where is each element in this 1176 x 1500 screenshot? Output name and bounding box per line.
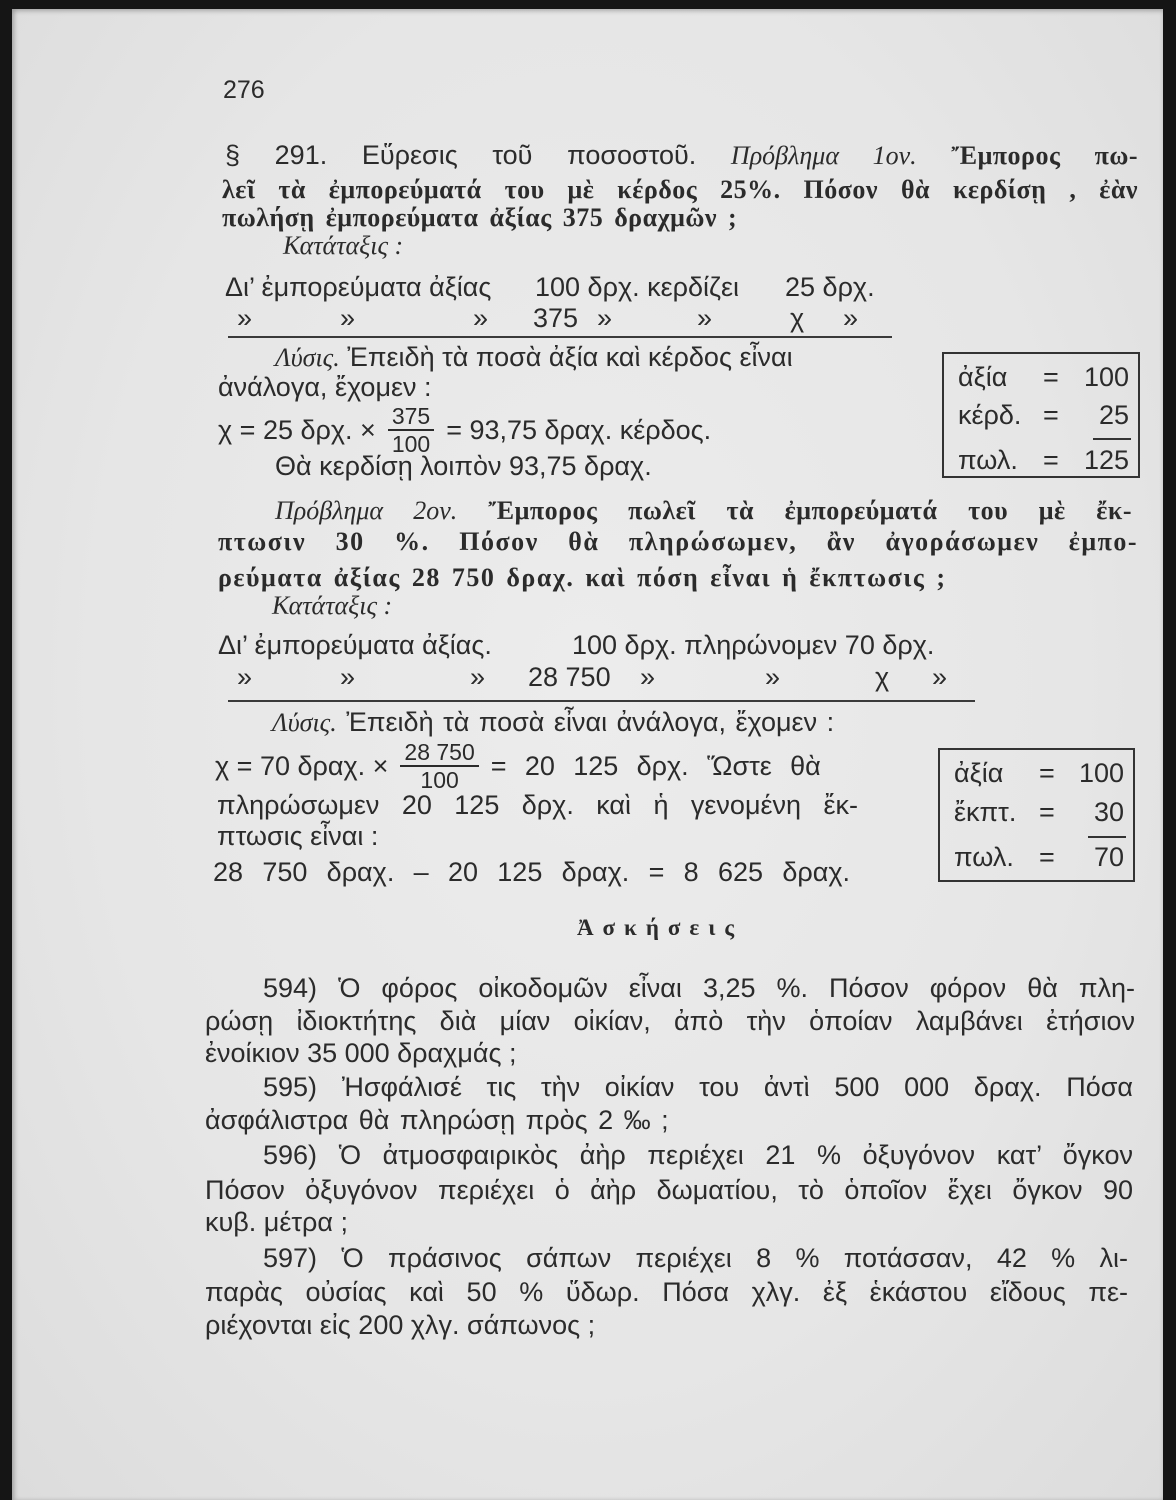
summary-label: πωλ.: [958, 445, 1018, 475]
exercise-number: 597): [263, 1243, 318, 1273]
arrangement-cell: Δι’ ἐμπορεύματα ἀξίας: [225, 272, 492, 302]
arrangement-label: Κατάταξις :: [283, 231, 404, 260]
fraction-denominator: 100: [391, 431, 431, 457]
summary-box: [938, 748, 1135, 882]
fraction: [388, 403, 434, 457]
summary-value: 125: [1083, 445, 1129, 475]
arrangement-cell: »: [237, 662, 253, 692]
equation-left: χ = 25 δρχ. ×: [218, 415, 376, 445]
fraction-denominator: 100: [420, 767, 459, 793]
arrangement-cell: χ: [875, 662, 890, 692]
summary-row: [940, 757, 1133, 789]
summary-row: [940, 841, 1133, 873]
exercise-line: Ὁ ἀτμοσφαιρικὸς ἀὴρ περιέχει 21 % ὀξυγόνον κατ’ ὄγκον: [338, 1140, 1133, 1170]
arrangement-cell: 100 δρχ. κερδίζει: [535, 272, 739, 302]
summary-sign: =: [1043, 362, 1059, 392]
arrangement-cell: 375: [533, 303, 579, 333]
summary-rule: [1093, 438, 1131, 440]
exercise-number: 596): [263, 1140, 318, 1170]
problem-2-line-3: ρεύματα ἀξίας 28 750 δραχ. καὶ πόση εἶναι ἡ ἔκπτωσις ;: [218, 563, 947, 592]
exercise-item-596: [263, 1139, 1133, 1171]
problem-2-label: Πρόβλημα 2ον.: [275, 496, 458, 525]
arrangement-label: Κατάταξις :: [272, 591, 393, 620]
equation-right: = 20 125 δρχ. Ὥστε θὰ: [490, 751, 821, 781]
arrangement-cell: 25 δρχ.: [785, 272, 875, 302]
exercise-line: Ὁ φόρος οἰκοδομῶν εἶναι 3,25 %. Πόσον φόρον θὰ πλη-: [338, 973, 1135, 1003]
arrangement-cell: 100 δρχ. πληρώνομεν 70 δρχ.: [572, 630, 935, 660]
summary-value: 30: [1093, 797, 1124, 827]
exercise-item-597: [263, 1242, 1128, 1274]
fraction: [400, 739, 478, 793]
summary-label: πωλ.: [954, 842, 1014, 872]
solution-text: Ἐπειδὴ τὰ ποσὰ ἀξία καὶ κέρδος εἶναι: [347, 342, 793, 372]
problem-2-line-1: [275, 494, 1132, 527]
conclusion-line: Θὰ κερδίσῃ λοιπὸν 93,75 δραχ.: [275, 451, 652, 481]
summary-sign: =: [1039, 797, 1055, 827]
summary-value: 25: [1098, 400, 1129, 430]
exercise-number: 595): [263, 1072, 318, 1102]
solution-2-line-3: πτωσις εἶναι :: [217, 821, 379, 851]
solution-label: Λύσις.: [272, 708, 337, 737]
table-rule: [228, 700, 975, 702]
arrangement-cell: Δι’ ἐμπορεύματα ἀξίας.: [218, 630, 492, 660]
table-rule: [228, 336, 892, 338]
solution-label: Λύσις.: [275, 343, 340, 372]
equation-left: χ = 70 δραχ. ×: [215, 751, 389, 781]
solution-1-line-1: [275, 341, 793, 374]
problem-2-statement-start: Ἔμπορος πωλεῖ τὰ ἐμπορεύματά του μὲ ἔκ-: [488, 496, 1132, 525]
summary-value: 70: [1093, 842, 1124, 872]
summary-box: [942, 352, 1140, 478]
exercise-line: κυβ. μέτρα ;: [205, 1207, 349, 1237]
equation-2: [215, 736, 821, 796]
exercises-heading: Ἀσκήσεις: [576, 915, 744, 940]
summary-label: ἀξία: [958, 362, 1008, 392]
exercise-line: παρὰς οὐσίας καὶ 50 % ὕδωρ. Πόσα χλγ. ἐξ ἑκάστου εἴδους πε-: [205, 1277, 1128, 1307]
exercise-line: Ἠσφάλισέ τις τὴν οἰκίαν του ἀντὶ 500 000 δραχ. Πόσα: [341, 1072, 1133, 1102]
arrangement-cell: 28 750: [528, 662, 611, 692]
summary-sign: =: [1043, 445, 1059, 475]
exercise-line: Ὁ πράσινος σάπων περιέχει 8 % ποτάσσαν, 42 % λι-: [341, 1243, 1128, 1273]
summary-label: κέρδ.: [958, 400, 1022, 430]
problem-1-statement-start: Ἔμπορος πω-: [951, 141, 1138, 170]
fraction-numerator: 28 750: [400, 739, 478, 767]
summary-rule: [1088, 836, 1126, 838]
summary-sign: =: [1039, 758, 1055, 788]
solution-1-line-2: ἀνάλογα, ἔχομεν :: [218, 372, 432, 402]
arrangement-cell: »: [765, 662, 781, 692]
summary-row: [940, 796, 1133, 828]
summary-row: [944, 361, 1138, 393]
summary-row: [944, 399, 1138, 431]
problem-1-line-1: [225, 139, 1138, 172]
exercise-line: ρώσῃ ἰδιοκτήτης διὰ μίαν οἰκίαν, ἀπὸ τὴν ὁποίαν λαμβάνει ἐτήσιον: [205, 1006, 1135, 1036]
summary-sign: =: [1043, 400, 1059, 430]
summary-label: ἀξία: [954, 758, 1004, 788]
arrangement-cell: »: [640, 662, 656, 692]
arrangement-cell: »: [470, 662, 486, 692]
arrangement-cell: »: [237, 303, 253, 333]
exercise-line: ἐνοίκιον 35 000 δραχμάς ;: [205, 1038, 517, 1068]
solution-text: Ἐπειδὴ τὰ ποσὰ εἶναι ἀνάλογα, ἔχομεν :: [346, 707, 835, 737]
summary-label: ἔκπτ.: [954, 797, 1017, 827]
problem-1-label: Πρόβλημα 1ον.: [730, 141, 917, 170]
exercise-line: Πόσον ὀξυγόνον περιέχει ὁ ἀὴρ δωματίου, τὸ ὁποῖον ἔχει ὄγκον 90: [205, 1175, 1133, 1205]
problem-1-line-3: πωλήσῃ ἐμπορεύματα ἀξίας 375 δραχμῶν ;: [222, 203, 738, 232]
arrangement-cell: »: [843, 303, 859, 333]
solution-2-line-2: πληρώσωμεν 20 125 δρχ. καὶ ἡ γενομένη ἔκ-: [217, 790, 858, 820]
equation-right: = 93,75 δραχ. κέρδος.: [446, 415, 712, 445]
summary-row: [944, 444, 1138, 476]
fraction-numerator: 375: [388, 403, 434, 431]
exercise-number: 594): [263, 973, 318, 1003]
arrangement-cell: »: [340, 303, 356, 333]
page-number: 276: [223, 76, 265, 104]
problem-1-line-2: λεῖ τὰ ἐμπορεύματά του μὲ κέρδος 25%. Πόσον θὰ κερδίσῃ , ἐὰν: [222, 175, 1138, 204]
exercise-item-595: [263, 1071, 1133, 1103]
arrangement-cell: »: [932, 662, 948, 692]
section-title: § 291. Εὕρεσις τοῦ ποσοστοῦ.: [225, 140, 697, 170]
solution-2-line-1: [272, 706, 834, 739]
problem-2-line-2: πτωσιν 30 %. Πόσον θὰ πληρώσωμεν, ἂν ἀγοράσωμεν ἐμπο-: [218, 527, 1138, 556]
solution-2-line-4: 28 750 δραχ. – 20 125 δραχ. = 8 625 δραχ.: [213, 857, 850, 887]
arrangement-cell: »: [473, 303, 489, 333]
arrangement-cell: »: [597, 303, 613, 333]
exercise-item-594: [263, 972, 1135, 1004]
arrangement-cell: »: [697, 303, 713, 333]
exercise-line: ριέχονται εἰς 200 χλγ. σάπωνος ;: [205, 1310, 596, 1340]
summary-value: 100: [1083, 362, 1129, 392]
arrangement-cell: »: [340, 662, 356, 692]
summary-sign: =: [1039, 842, 1055, 872]
exercise-line: ἀσφάλιστρα θὰ πληρώσῃ πρὸς 2 ‰ ;: [205, 1105, 669, 1135]
summary-value: 100: [1078, 758, 1124, 788]
arrangement-cell: χ: [790, 303, 805, 333]
